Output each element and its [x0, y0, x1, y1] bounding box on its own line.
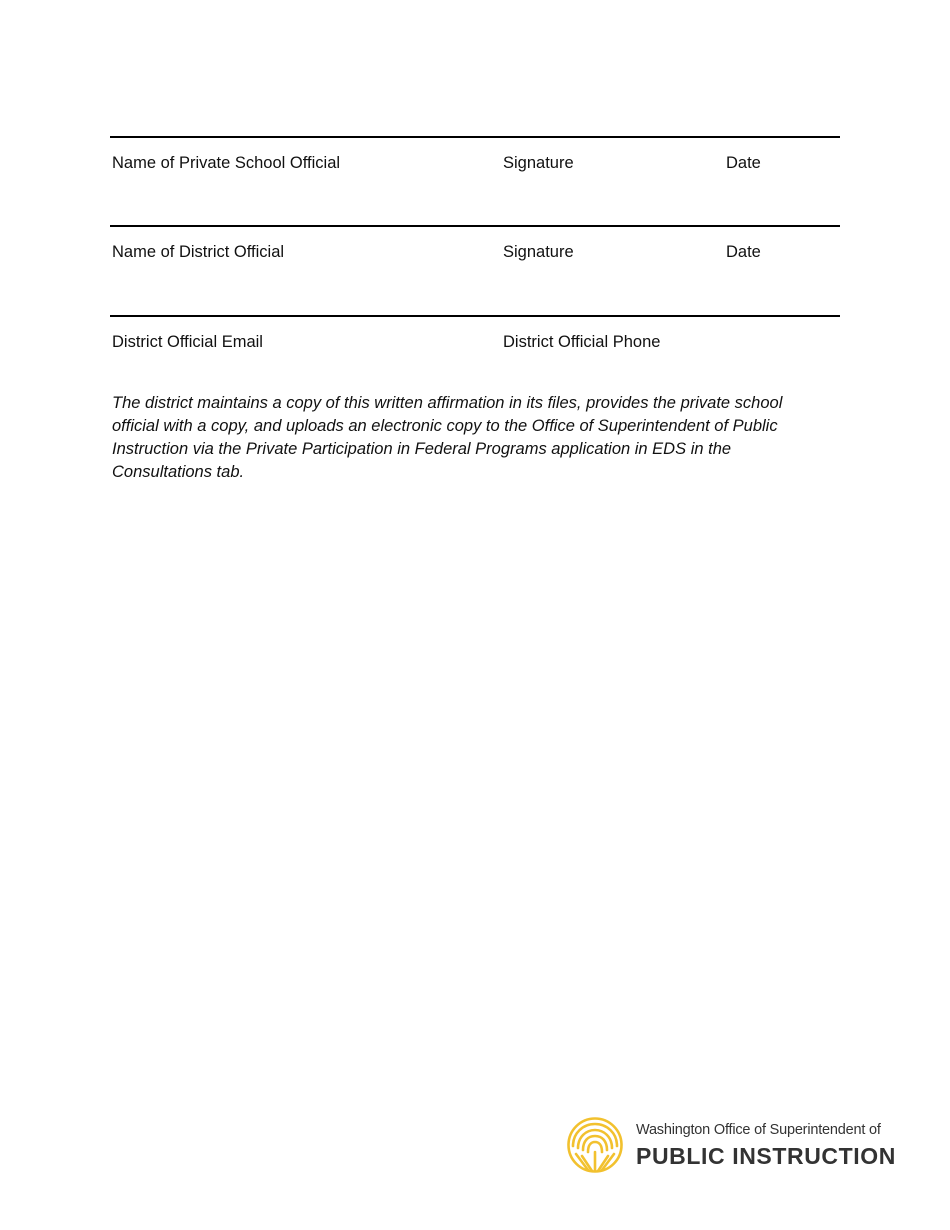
signature-line-private-school — [110, 136, 840, 138]
district-official-phone-label: District Official Phone — [503, 333, 661, 351]
district-official-email-label: District Official Email — [112, 333, 263, 351]
ospi-logo — [566, 1116, 900, 1174]
district-official-name-label: Name of District Official — [112, 243, 285, 261]
private-school-date-label: Date — [726, 154, 761, 172]
private-school-official-name-label: Name of Private School Official — [112, 154, 341, 172]
district-date-label: Date — [726, 243, 761, 261]
logo-title-line: PUBLIC INSTRUCTION — [636, 1143, 896, 1169]
ospi-sun-icon — [566, 1116, 624, 1174]
affirmation-note: The district maintains a copy of this written affirmation in its files, provides the private school official with a copy, and uploads an electronic copy to the Office of Superintendent of Public Instruction via the Private Participation in Federal Programs application in EDS in the Consultations tab. — [112, 393, 783, 481]
contact-line-district — [110, 315, 840, 317]
district-signature-label: Signature — [503, 243, 574, 261]
signature-line-district — [110, 225, 840, 227]
logo-agency-line: Washington Office of Superintendent of — [636, 1122, 881, 1138]
private-school-signature-label: Signature — [503, 154, 574, 172]
